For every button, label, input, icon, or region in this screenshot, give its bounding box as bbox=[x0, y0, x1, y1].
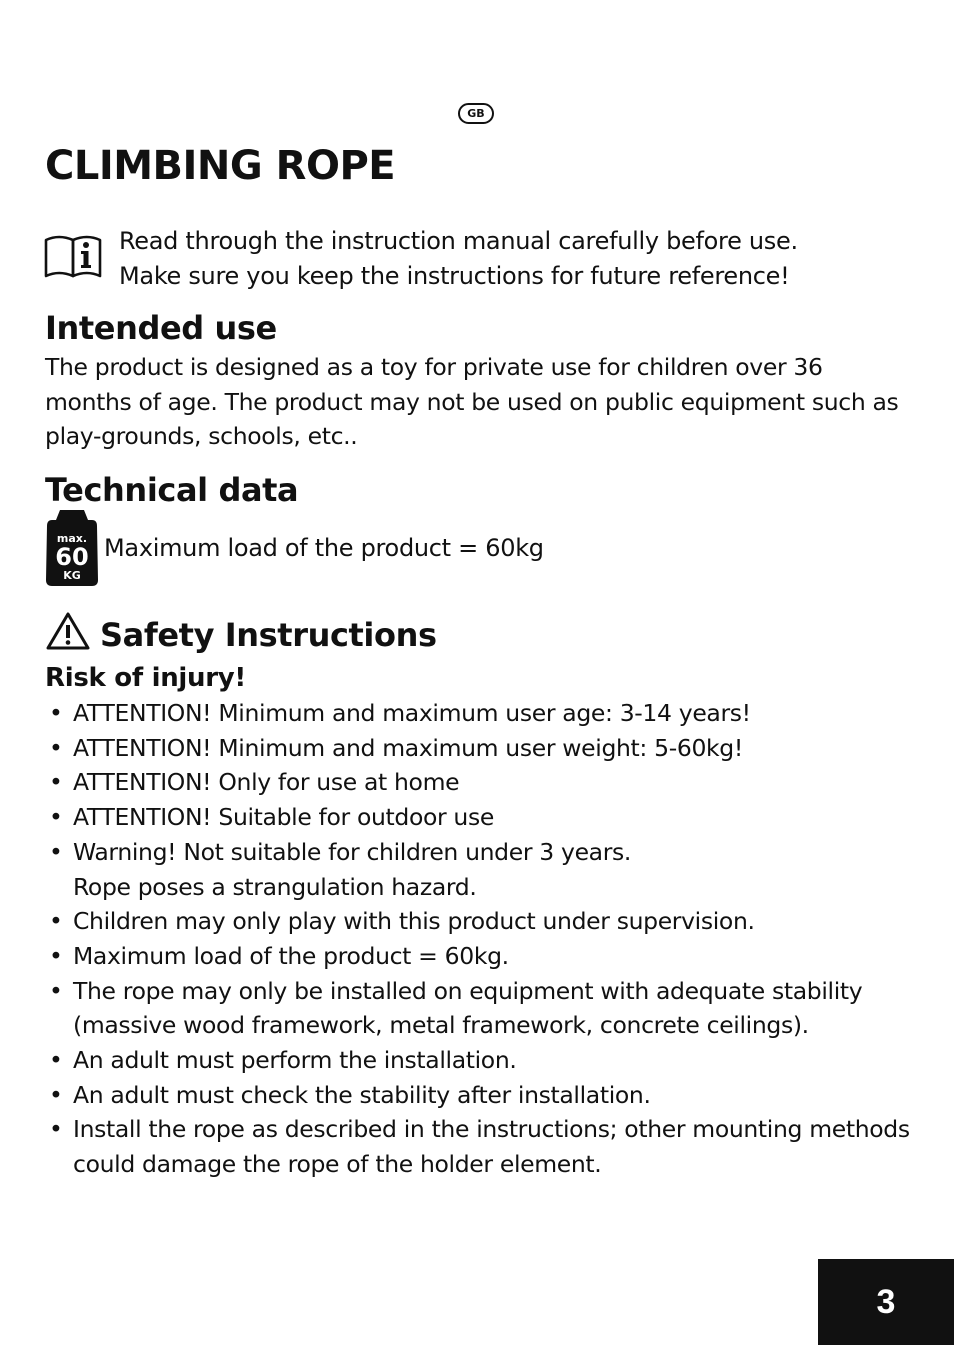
language-badge: GB bbox=[458, 103, 494, 124]
page-number: 3 bbox=[818, 1259, 954, 1345]
list-item: • ATTENTION! Only for use at home bbox=[49, 768, 460, 797]
safety-heading: Safety Instructions bbox=[100, 616, 437, 654]
list-item: • ATTENTION! Minimum and maximum user weight: 5-60kg! bbox=[49, 733, 743, 762]
page-title: CLIMBING ROPE bbox=[45, 143, 396, 189]
warning-triangle-icon bbox=[45, 611, 91, 651]
list-item: • Install the rope as described in the instructions; other mounting methods could damage the rope of the holder element. bbox=[49, 1115, 910, 1179]
weight-max-icon bbox=[44, 508, 100, 588]
weight-icon-value: 60 bbox=[55, 543, 89, 571]
weight-icon-top: max. bbox=[56, 532, 88, 545]
intended-use-heading: Intended use bbox=[45, 309, 277, 347]
list-item: • ATTENTION! Suitable for outdoor use bbox=[49, 803, 494, 832]
read-notice bbox=[119, 224, 798, 294]
safety-list bbox=[45, 696, 925, 1182]
list-item: • Maximum load of the product = 60kg. bbox=[49, 941, 509, 970]
manual-info-icon bbox=[44, 232, 102, 278]
max-load-text: Maximum load of the product = 60kg bbox=[104, 534, 544, 562]
weight-icon-unit: KG bbox=[63, 569, 81, 582]
read-notice-line: Read through the instruction manual carefully before use. bbox=[119, 227, 798, 255]
list-item: • Children may only play with this product under supervision. bbox=[49, 907, 755, 936]
list-item: • The rope may only be installed on equipment with adequate stability (massive wood framework, metal framework, concrete ceilings). bbox=[49, 976, 863, 1040]
risk-subheading: Risk of injury! bbox=[45, 663, 246, 693]
technical-data-heading: Technical data bbox=[45, 471, 299, 509]
read-notice-line: Make sure you keep the instructions for future reference! bbox=[119, 262, 790, 290]
list-item: • An adult must check the stability after installation. bbox=[49, 1080, 651, 1109]
list-item: • An adult must perform the installation. bbox=[49, 1046, 517, 1075]
list-item: • ATTENTION! Minimum and maximum user age: 3-14 years! bbox=[49, 699, 751, 727]
intended-use-text: The product is designed as a toy for private use for children over 36 months of age. The product may not be used on public equipment such as play-grounds, schools, etc.. bbox=[45, 353, 899, 450]
list-item: • Warning! Not suitable for children under 3 years. Rope poses a strangulation hazard. bbox=[49, 837, 632, 901]
